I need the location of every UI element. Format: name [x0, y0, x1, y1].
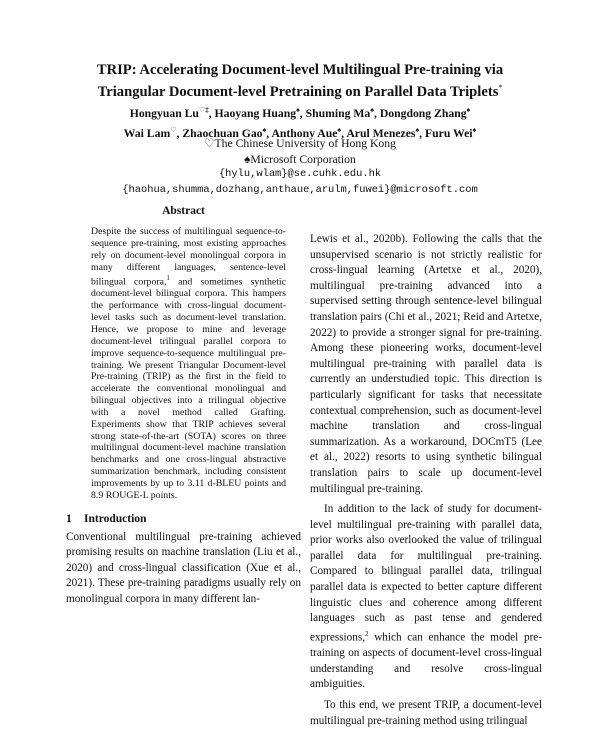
author-entry	[130, 107, 209, 120]
author-affiliation-mark: ♠	[466, 106, 471, 114]
author-name: Shuming Ma	[305, 106, 371, 120]
body-paragraph: To this end, we present TRIP, a document-level multilingual pre-training method using trilingual	[310, 698, 542, 727]
author-name: Dongdong Zhang	[379, 106, 467, 120]
author-entry	[215, 107, 300, 120]
author-name: Arul Menezes	[346, 126, 416, 140]
title-line-2: Triangular Document-level Pretraining on Parallel Data Triplets	[97, 83, 499, 100]
body-paragraph	[310, 502, 542, 693]
author-line: Wai Lam♡, Zhaochuan Gao♠, Anthony Aue♠, Arul Menezes♠, Furu Wei♠	[123, 125, 477, 140]
abstract-heading: Abstract	[162, 205, 205, 217]
title-footnote-mark: *	[498, 83, 503, 92]
author-entry	[380, 107, 470, 120]
author-name: Haoyang Huang	[214, 106, 297, 120]
footnote-marker: 2	[365, 629, 369, 638]
title-line-1: TRIP: Accelerating Document-level Multilingual Pre-training via	[96, 62, 504, 78]
abstract-text-part2: and sometimes synthetic document-level bilingual corpora. This hampers the performance with cross-lingual document-level tasks such as document-level translation. Hence, we propose to mine and leverage document-level trilingual parallel corpora to improve sequence-to-sequence multilingual pre-training. We present Triangular Document-level Pre-training (TRIP) as the first in the field to accelerate the conventional monolingual and bilingual objectives into a trilingual objective with a novel method called Grafting. Experiments show that TRIP achieves several strong state-of-the-art (SOTA) scores on three multilingual document-level machine translation benchmarks and one cross-lingual abstractive summarization benchmark, including consistent improvements by up to 3.11 d-BLEU points and 8.9 ROUGE-L points.	[91, 276, 286, 501]
section-heading-introduction	[66, 513, 301, 525]
author-line: Hongyuan Lu♡‡, Haoyang Huang♠, Shuming Ma♠, Dongdong Zhang♠	[129, 106, 471, 120]
author-affiliation-mark: ♠	[370, 106, 374, 114]
author-name: Zhaochuan Gao	[182, 126, 263, 140]
abstract-text-part1: Despite the success of multilingual sequence-to-sequence pre-training, most existing approaches rely on document-level monolingual corpora in many different languages, sentence-level bilingual corpora,	[91, 226, 286, 288]
author-affiliation-mark: ♠	[262, 125, 267, 134]
email-cuhk: {hylu,wlam}@se.cuhk.edu.hk	[218, 168, 382, 180]
section-number: 1	[66, 512, 72, 525]
author-affiliation-mark: ♠	[415, 125, 420, 134]
affiliations	[40, 136, 560, 198]
author-affiliation-mark: ♠	[337, 125, 342, 134]
footnote-marker: 1	[166, 274, 170, 283]
body-paragraph-part2: which can enhance the model pre-training on aspects of document-level cross-lingual understanding and resolve cross-lingual ambiguities.	[310, 631, 542, 691]
email-microsoft: {haohua,shumma,dozhang,anthaue,arulm,fuwei}@microsoft.com	[122, 183, 478, 196]
author-affiliation-mark: ♠	[472, 125, 477, 134]
author-name: Furu Wei	[425, 126, 473, 140]
author-name: Hongyuan Lu	[129, 106, 199, 120]
author-affiliation-mark: ♡‡	[198, 106, 209, 114]
author-name: Wai Lam	[123, 126, 171, 140]
paper-title	[40, 62, 560, 101]
author-affiliation-mark: ♡	[170, 125, 177, 134]
body-paragraph-part1: In addition to the lack of study for document-level multilingual pre-training with parallel data, prior works also overlooked the value of trilingual parallel data for multilingual pre-training. Compared to bilingual parallel data, trilingual parallel data is expected to better capture different linguistic clues and coherence among different languages such as past tense and gendered expressions,	[310, 503, 542, 644]
left-column	[66, 205, 301, 608]
affiliation-cuhk: ♡The Chinese University of Hong Kong	[204, 137, 396, 150]
author-name: Anthony Aue	[271, 126, 338, 140]
body-paragraph: Lewis et al., 2020b). Following the calls that the unsupervised scenario is not strictly realistic for cross-lingual learning (Artetxe et al., 2020), multilingual pre-training advanced into a supervised setting through sentence-level bilingual translation pairs (Chi et al., 2021; Reid and Artetxe, 2022) to provide a stronger signal for pre-training. Among these pioneering works, document-level multilingual pre-training with parallel data is currently an understudied topic. This direction is particularly significant for tasks that necessitate contextual comprehension, such as document-level machine translation and cross-lingual summarization. As a workaround, DOCmT5 (Lee et al., 2022) resorts to using synthetic bilingual translation pairs to scale up document-level multilingual pre-training.	[310, 233, 542, 495]
right-column	[310, 232, 542, 729]
intro-paragraph: Conventional multilingual pre-training achieved promising results on machine translation (Liu et al., 2020) and cross-lingual classification (Xue et al., 2021). These pre-training paradigms usually rely on monolingual corpora in many different lan-	[66, 530, 301, 606]
author-affiliation-mark: ♠	[296, 106, 300, 114]
abstract-text	[91, 226, 286, 502]
section-title: Introduction	[84, 512, 147, 525]
affiliation-microsoft: ♠Microsoft Corporation	[244, 152, 356, 166]
author-entry	[306, 107, 374, 120]
